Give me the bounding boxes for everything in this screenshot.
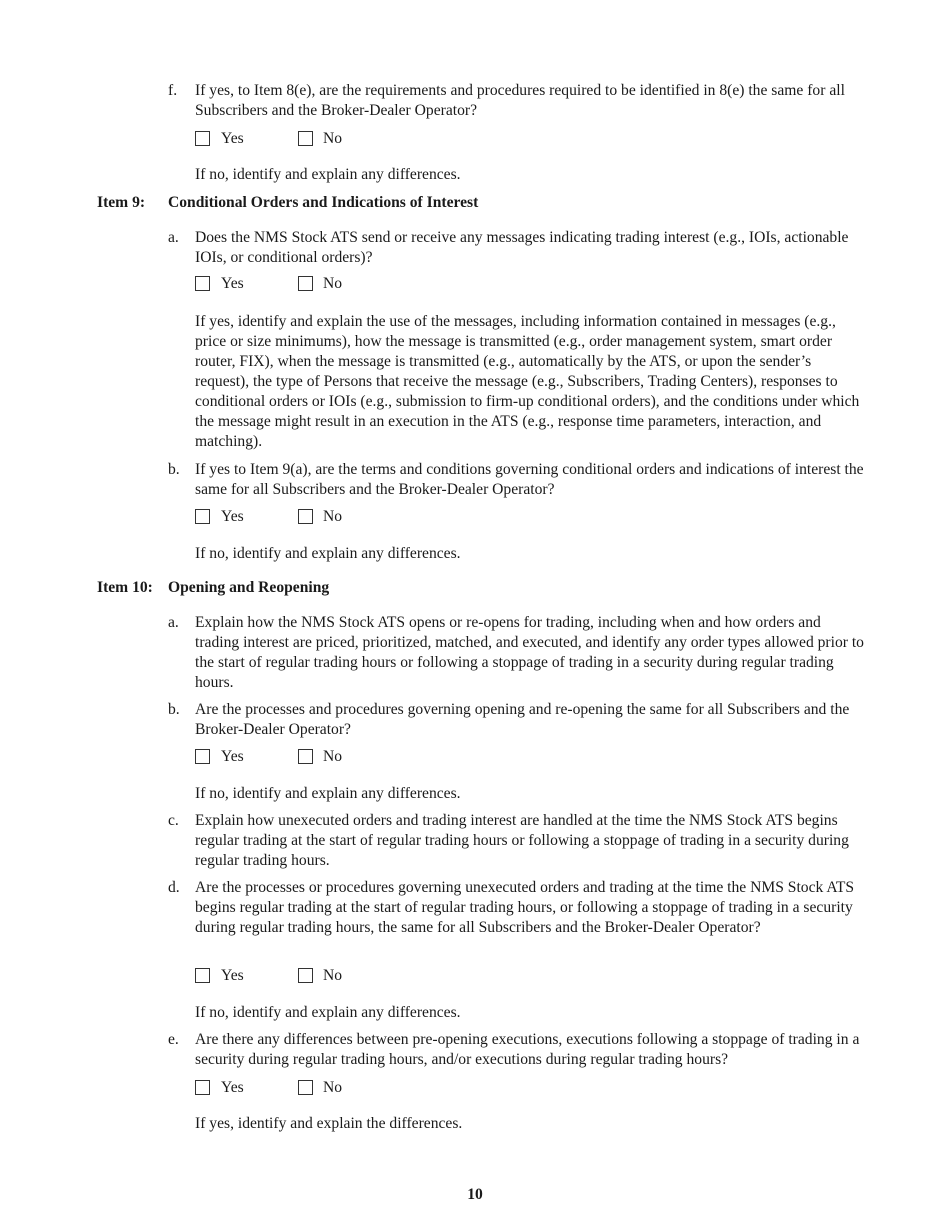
item-title: Opening and Reopening [168,579,330,596]
question-text: Are there any differences between pre-opening executions, executions following a stoppage of trading in a security during regular trading hours, and/or executions during regular trading hours? [195,1031,860,1068]
item-number: Item 9: [97,194,146,211]
no-checkbox[interactable] [298,968,313,983]
question-text: Does the NMS Stock ATS send or receive any messages indicating trading interest (e.g., IOIs, actionable IOIs, or conditional orders)? [195,229,849,266]
yes-checkbox[interactable] [195,749,210,764]
yes-label: Yes [221,1079,244,1096]
question-text: Explain how unexecuted orders and trading interest are handled at the time the NMS Stock ATS begins regular trading at the start of regular trading hours or following a stoppage of trading in a security during regular trading hours. [195,812,849,869]
followup-instruction: If yes, identify and explain the differences. [195,1115,463,1132]
no-label: No [323,508,343,525]
followup-instruction: If no, identify and explain any differences. [195,166,461,183]
no-label: No [323,967,343,984]
yes-label: Yes [221,275,244,292]
question-letter: f. [168,82,178,99]
no-checkbox[interactable] [298,749,313,764]
yes-checkbox[interactable] [195,131,210,146]
item-number: Item 10: [97,579,153,596]
followup-instruction: If no, identify and explain any differences. [195,545,461,562]
question-text: If yes, to Item 8(e), are the requirements and procedures required to be identified in 8(e) the same for all Subscribers and the Broker-Dealer Operator? [195,82,845,119]
no-label: No [323,748,343,765]
followup-instruction: If yes, identify and explain the use of the messages, including information contained in messages (e.g., price or size minimums), how the message is transmitted (e.g., order management system, smart order router, FIX), when the message is transmitted (e.g., automatically by the ATS, or upon the sender’s request), the type of Persons that receive the message (e.g., Subscribers, Trading Centers), responses to conditional orders or IOIs (e.g., submission to firm-up conditional orders), and the conditions under which the message might result in an execution in the ATS (e.g., response time parameters, interaction, and matching). [195,313,860,450]
question-letter: c. [168,812,179,829]
question-text: If yes to Item 9(a), are the terms and conditions governing conditional orders and indications of interest the same for all Subscribers and the Broker-Dealer Operator? [195,461,864,498]
question-letter: a. [168,614,179,631]
question-letter: a. [168,229,179,246]
yes-label: Yes [221,748,244,765]
no-label: No [323,1079,343,1096]
question-letter: d. [168,879,180,896]
page-number: 10 [467,1186,483,1203]
question-letter: e. [168,1031,179,1048]
yes-checkbox[interactable] [195,509,210,524]
no-checkbox[interactable] [298,131,313,146]
item-title: Conditional Orders and Indications of Interest [168,194,479,211]
question-letter: b. [168,461,180,478]
no-label: No [323,275,343,292]
yes-label: Yes [221,130,244,147]
question-text: Explain how the NMS Stock ATS opens or re-opens for trading, including when and how orders and trading interest are priced, prioritized, matched, and executed, and identify any order types allowed prior to the start of regular trading hours or following a stoppage of trading in a security during regular trading hours. [195,614,864,691]
no-label: No [323,130,343,147]
no-checkbox[interactable] [298,1080,313,1095]
no-checkbox[interactable] [298,276,313,291]
yes-checkbox[interactable] [195,276,210,291]
yes-label: Yes [221,508,244,525]
question-text: Are the processes and procedures governing opening and re-opening the same for all Subscribers and the Broker-Dealer Operator? [195,701,850,738]
no-checkbox[interactable] [298,509,313,524]
yes-checkbox[interactable] [195,968,210,983]
followup-instruction: If no, identify and explain any differences. [195,1004,461,1021]
yes-label: Yes [221,967,244,984]
yes-checkbox[interactable] [195,1080,210,1095]
question-letter: b. [168,701,180,718]
followup-instruction: If no, identify and explain any differences. [195,785,461,802]
question-text: Are the processes or procedures governing unexecuted orders and trading at the time the NMS Stock ATS begins regular trading at the start of regular trading hours, or following a stoppage of trading in a security during regular trading hours, the same for all Subscribers and the Broker-Dealer Operator? [195,879,855,936]
